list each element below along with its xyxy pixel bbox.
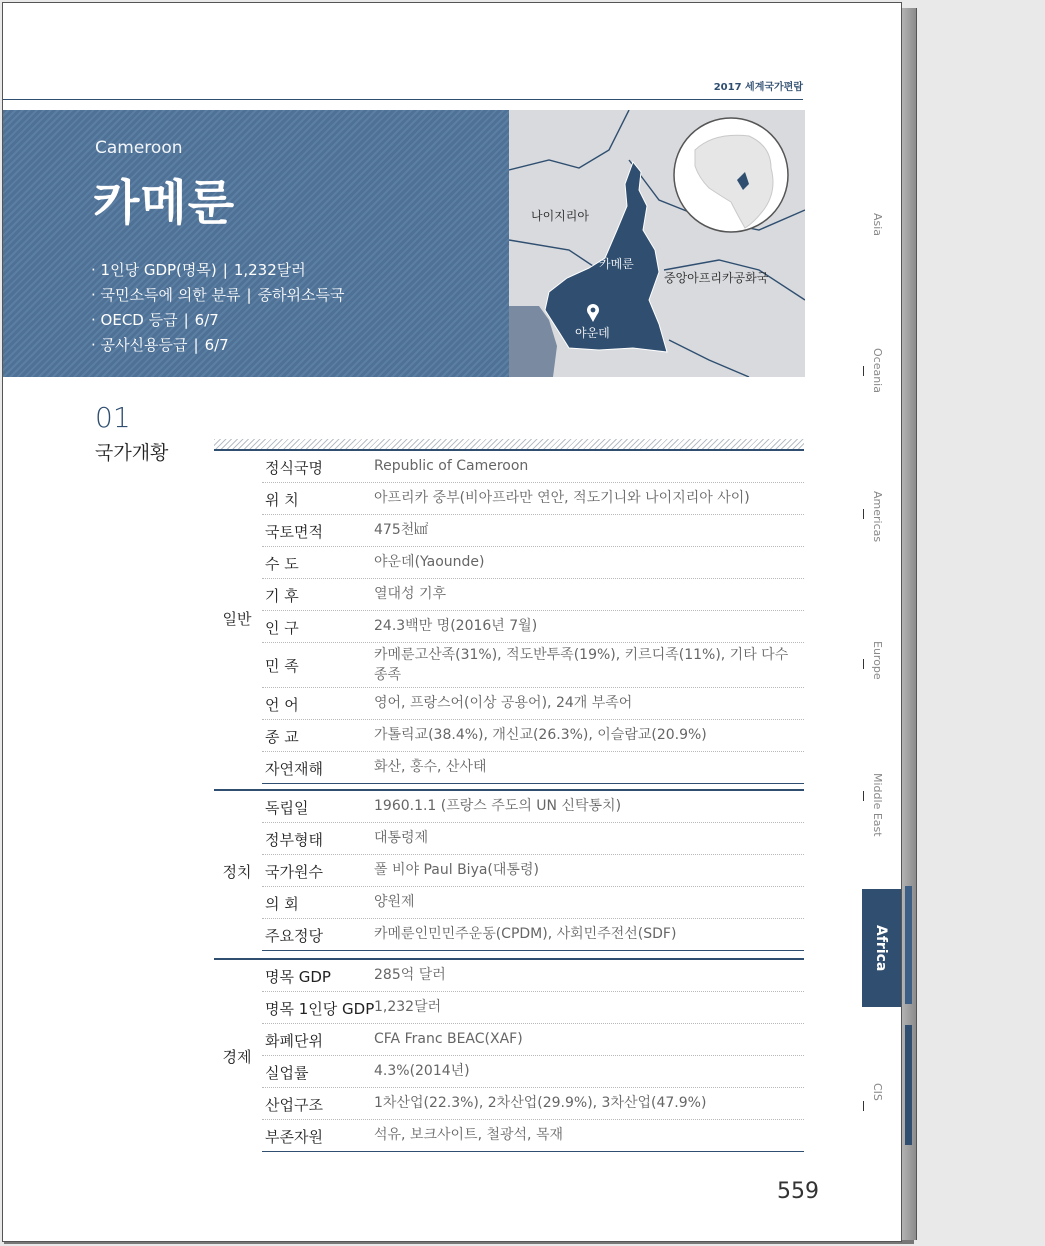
table-row: [262, 1120, 804, 1152]
row-label: 실업률: [265, 1064, 309, 1082]
map-label-nigeria: 나이지리아: [531, 209, 589, 223]
tab-tick: [863, 509, 864, 519]
fact-item: · 1인당 GDP(명목) | 1,232달러: [91, 261, 306, 279]
header-rule: [3, 99, 803, 100]
table-group-2: [214, 958, 804, 1146]
tab-americas[interactable]: [863, 491, 902, 581]
table-row: [262, 960, 804, 992]
fact-separator: |: [183, 311, 189, 329]
fact-label: OECD 등급: [100, 311, 178, 329]
table-row: [262, 1024, 804, 1056]
row-label: 국토면적: [265, 523, 323, 541]
table-top-hatch: [214, 439, 804, 449]
section-number: 01: [95, 401, 131, 434]
fact-label: 공사신용등급: [100, 336, 188, 354]
tab-tick: [863, 366, 864, 376]
table-row: [262, 992, 804, 1024]
row-label: 정부형태: [265, 831, 323, 849]
row-value: 아프리카 중부(비아프라만 연안, 적도기니와 나이지리아 사이): [374, 490, 750, 506]
row-value: 475천㎢: [374, 522, 429, 538]
tab-label: Asia: [871, 213, 884, 237]
row-value: 야운데(Yaounde): [374, 554, 485, 570]
category-label: 정치: [222, 863, 252, 881]
page-number: 559: [777, 1179, 819, 1204]
map-label-cameroon: 카메룬: [599, 257, 634, 271]
tab-label: CIS: [871, 1083, 884, 1101]
table-row: [262, 752, 804, 784]
row-label: 언 어: [265, 696, 299, 714]
map-label-capital: 야운데: [575, 326, 610, 340]
row-label: 인 구: [265, 619, 299, 637]
row-value: CFA Franc BEAC(XAF): [374, 1031, 523, 1047]
country-banner: [3, 110, 509, 377]
row-label: 기 후: [265, 587, 299, 605]
table-row: [262, 919, 804, 951]
row-label: 화폐단위: [265, 1032, 323, 1050]
fact-value: 6/7: [204, 336, 229, 354]
tab-label: Oceania: [871, 348, 884, 393]
table-row: [262, 643, 804, 688]
tab-europe[interactable]: [863, 641, 902, 731]
row-value: 영어, 프랑스어(이상 공용어), 24개 부족어: [374, 695, 633, 711]
tab-label: Europe: [871, 641, 884, 680]
category-label: 경제: [222, 1048, 252, 1066]
location-map: [509, 110, 805, 377]
row-label: 산업구조: [265, 1096, 323, 1114]
fact-value: 6/7: [194, 311, 219, 329]
tab-asia[interactable]: [863, 213, 902, 303]
row-label: 독립일: [265, 799, 309, 817]
fact-label: 국민소득에 의한 분류: [100, 286, 241, 304]
tab-cis[interactable]: [863, 1083, 902, 1173]
table-row: [262, 483, 804, 515]
row-value: Republic of Cameroon: [374, 458, 529, 474]
table-row: [262, 855, 804, 887]
row-label: 주요정당: [265, 927, 323, 945]
tab-africa[interactable]: [862, 889, 902, 1007]
row-value: 카메룬인민민주운동(CPDM), 사회민주전선(SDF): [374, 926, 677, 942]
row-value: 가톨릭교(38.4%), 개신교(26.3%), 이슬람교(20.9%): [374, 727, 707, 743]
fact-item: · OECD 등급 | 6/7: [91, 311, 219, 329]
table-row: [262, 579, 804, 611]
table-row: [262, 547, 804, 579]
table-row: [262, 1088, 804, 1120]
table-row: [262, 1056, 804, 1088]
row-label: 수 도: [265, 555, 299, 573]
tab-tick: [863, 791, 864, 801]
map-graphic: [509, 110, 805, 377]
tab-label: Africa: [873, 925, 889, 972]
table-group-0: [214, 449, 804, 778]
spine-marker-cis: [905, 1025, 912, 1145]
row-value: 양원제: [374, 894, 415, 910]
tab-middle-east[interactable]: [863, 773, 902, 863]
row-label: 명목 GDP: [265, 968, 331, 986]
fact-label: 1인당 GDP(명목): [100, 261, 217, 279]
row-label: 위 치: [265, 491, 299, 509]
row-value: 카메룬고산족(31%), 적도반투족(19%), 키르디족(11%), 기타 다수 종족: [374, 647, 789, 683]
fact-separator: |: [246, 286, 252, 304]
key-facts-list: [91, 258, 345, 358]
map-label-car: 중앙아프리카공화국: [664, 271, 769, 285]
row-label: 의 회: [265, 895, 299, 913]
row-label: 자연재해: [265, 760, 323, 778]
tab-tick: [863, 659, 864, 669]
row-value: 1,232달러: [374, 999, 442, 1015]
category-label: 일반: [222, 609, 252, 628]
row-value: 1960.1.1 (프랑스 주도의 UN 신탁통치): [374, 798, 622, 814]
fact-value: 중하위소득국: [257, 286, 345, 304]
table-row: [262, 451, 804, 483]
fact-separator: |: [193, 336, 199, 354]
tab-oceania[interactable]: [863, 348, 902, 438]
table-row: [262, 688, 804, 720]
tab-label: Middle East: [871, 773, 884, 837]
row-value: 열대성 기후: [374, 586, 447, 602]
fact-item: · 공사신용등급 | 6/7: [91, 336, 229, 354]
table-row: [262, 887, 804, 919]
row-label: 명목 1인당 GDP: [265, 1000, 375, 1018]
country-name-en: Cameroon: [95, 138, 183, 158]
row-value: 대통령제: [374, 830, 429, 846]
document-page: [2, 2, 902, 1242]
row-value: 1차산업(22.3%), 2차산업(29.9%), 3차산업(47.9%): [374, 1095, 707, 1111]
spine-marker-africa: [905, 886, 912, 1004]
table-row: [262, 720, 804, 752]
tab-label: Americas: [871, 491, 884, 543]
tab-tick: [863, 1101, 864, 1111]
table-row: [262, 823, 804, 855]
table-row: [262, 791, 804, 823]
section-title: 국가개황: [95, 442, 169, 464]
fact-item: · 국민소득에 의한 분류 | 중하위소득국: [91, 286, 345, 304]
fact-value: 1,232달러: [233, 261, 306, 279]
table-row: [262, 611, 804, 643]
row-value: 폴 비야 Paul Biya(대통령): [374, 862, 539, 878]
country-name-ko: 카메룬: [93, 175, 236, 231]
row-value: 화산, 홍수, 산사태: [374, 759, 487, 775]
table-group-1: [214, 789, 804, 945]
running-head: 2017 세계국가편람: [713, 82, 803, 93]
row-value: 285억 달러: [374, 967, 446, 983]
row-label: 정식국명: [265, 459, 323, 477]
row-label: 민 족: [265, 657, 299, 675]
fact-separator: |: [222, 261, 228, 279]
row-label: 국가원수: [265, 863, 323, 881]
row-label: 부존자원: [265, 1128, 323, 1146]
table-row: [262, 515, 804, 547]
row-value: 석유, 보크사이트, 철광석, 목재: [374, 1127, 563, 1143]
row-value: 4.3%(2014년): [374, 1063, 470, 1079]
row-label: 종 교: [265, 728, 299, 746]
row-value: 24.3백만 명(2016년 7월): [374, 618, 538, 634]
